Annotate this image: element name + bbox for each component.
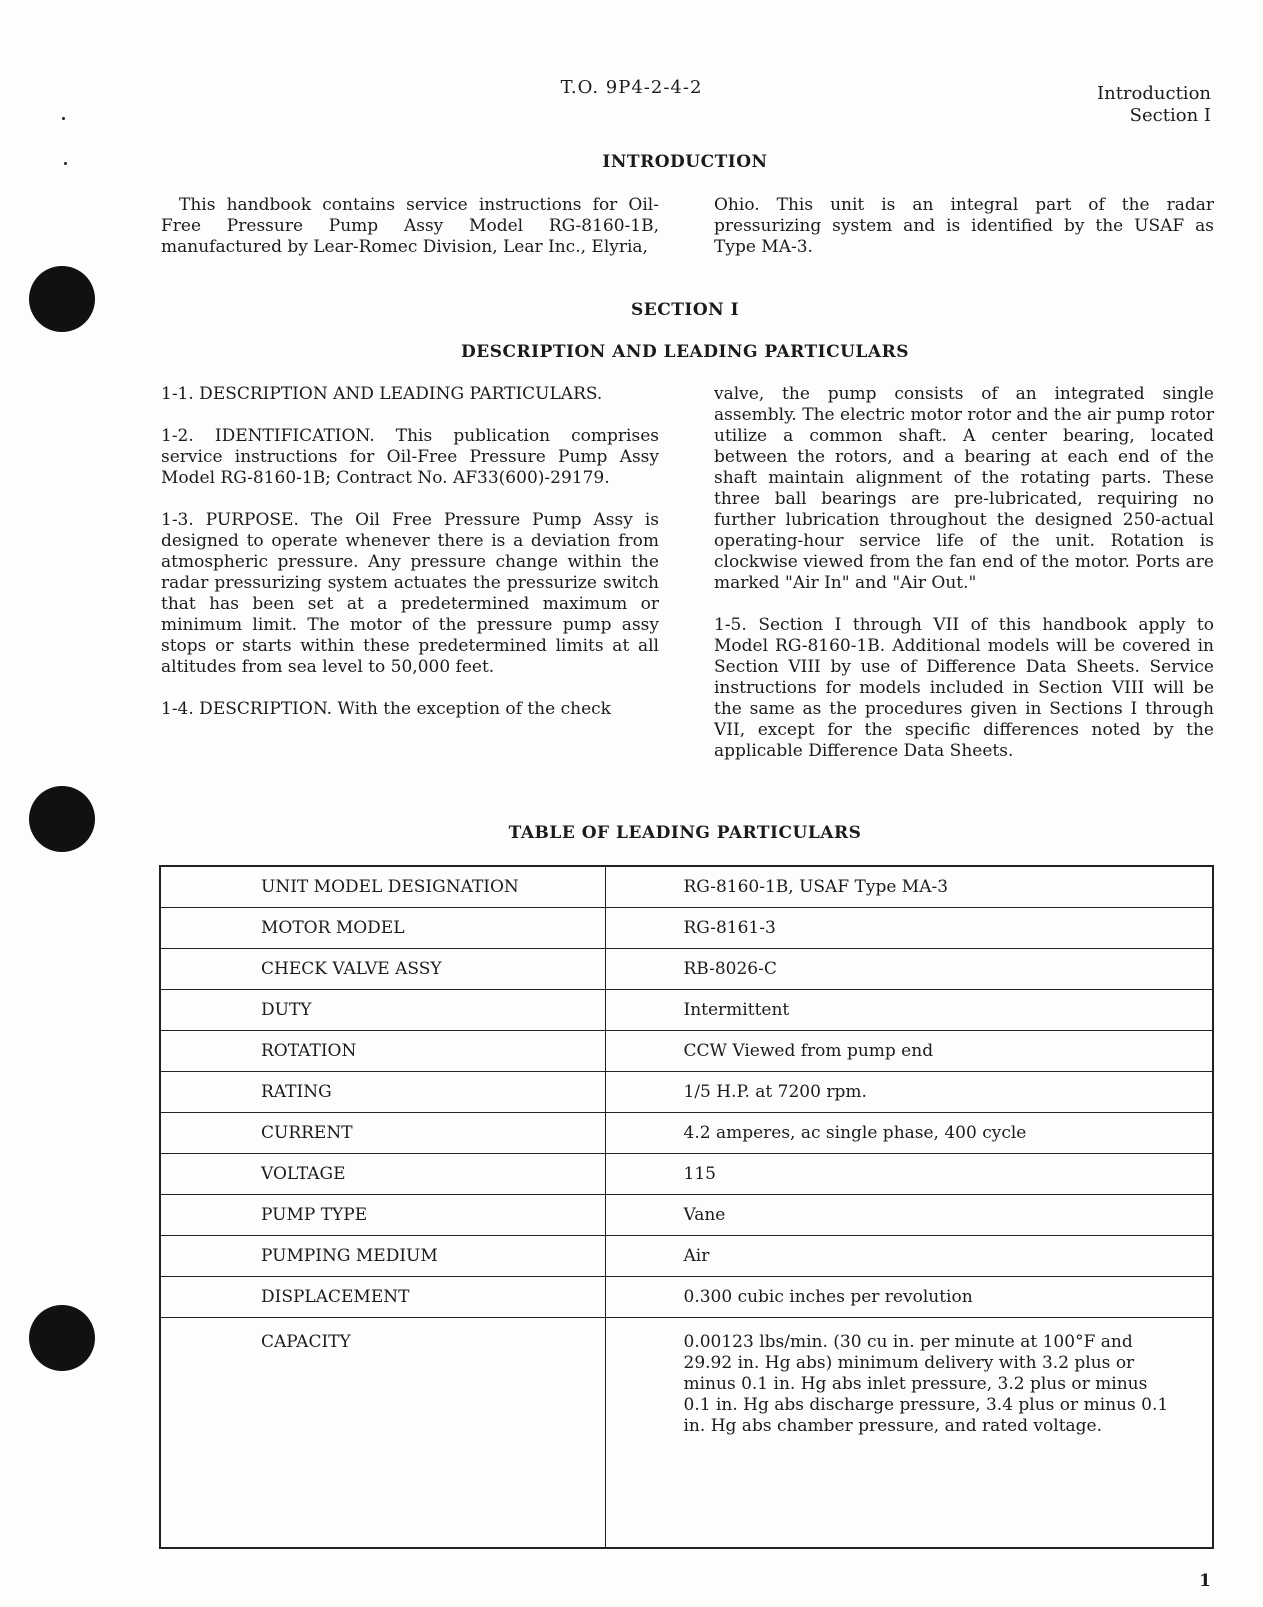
running-header-line1: Introduction [1097, 83, 1211, 104]
paragraph-1-5: 1-5. Section I through VII of this handbook apply to Model RG-8160-1B. Additional models will be covered in Section VIII by use of Difference Data Sheets. Service instructions for models included in Section VIII will be the same as the procedures given in Sections I through VII, except for the specific differences noted by the applicable Difference Data Sheets. [714, 615, 1214, 761]
running-header-line2: Section I [1129, 105, 1211, 126]
running-header [1097, 83, 1211, 127]
paragraph-1-2: 1-2. IDENTIFICATION. This publication comprises service instructions for Oil-Free Pressure Pump Assy Model RG-8160-1B; Contract No. AF33(600)-29179. [161, 426, 659, 488]
table-cell-label: PUMPING MEDIUM [160, 1236, 605, 1277]
page-number: 1 [1199, 1571, 1211, 1591]
leading-particulars-table [159, 865, 1214, 1549]
table-cell-label: CAPACITY [160, 1318, 605, 1549]
binder-hole-bottom [29, 1305, 95, 1371]
speck [62, 117, 65, 120]
table-row [160, 1154, 1213, 1195]
table-row [160, 1031, 1213, 1072]
table-cell-label: DUTY [160, 990, 605, 1031]
table-row [160, 990, 1213, 1031]
introduction-title: INTRODUCTION [602, 152, 768, 172]
table-row [160, 1318, 1213, 1549]
table-cell-label: RATING [160, 1072, 605, 1113]
table-cell-label: UNIT MODEL DESIGNATION [160, 866, 605, 908]
table-cell-value: Air [605, 1236, 1213, 1277]
table-cell-value: RB-8026-C [605, 949, 1213, 990]
table-row [160, 1113, 1213, 1154]
section-subtitle: DESCRIPTION AND LEADING PARTICULARS [461, 342, 909, 362]
table-row [160, 1072, 1213, 1113]
introduction-right-column [714, 195, 1214, 279]
binder-hole-middle [29, 786, 95, 852]
introduction-right-text: Ohio. This unit is an integral part of the radar pressurizing system and is identified by the USAF as Type MA-3. [714, 195, 1214, 257]
table-cell-value: Vane [605, 1195, 1213, 1236]
table-row [160, 949, 1213, 990]
table-cell-value: 0.300 cubic inches per revolution [605, 1277, 1213, 1318]
paragraph-1-1: 1-1. DESCRIPTION AND LEADING PARTICULARS. [161, 384, 603, 404]
table-cell-value: CCW Viewed from pump end [605, 1031, 1213, 1072]
table-cell-label: MOTOR MODEL [160, 908, 605, 949]
body-left-column [161, 384, 659, 741]
section-title: SECTION I [630, 300, 740, 320]
table-row [160, 866, 1213, 908]
table-cell-value: 115 [605, 1154, 1213, 1195]
introduction-left-text: This handbook contains service instructions for Oil-Free Pressure Pump Assy Model RG-8160-1B, manufactured by Lear-Romec Division, Lear Inc., Elyria, [161, 195, 659, 257]
table-cell-label: CURRENT [160, 1113, 605, 1154]
table-cell-value: 1/5 H.P. at 7200 rpm. [605, 1072, 1213, 1113]
document-number: T.O. 9P4-2-4-2 [560, 77, 703, 98]
table-cell-value: Intermittent [605, 990, 1213, 1031]
table-cell-label: PUMP TYPE [160, 1195, 605, 1236]
table-row [160, 1277, 1213, 1318]
speck [64, 162, 67, 165]
table-cell-value: 4.2 amperes, ac single phase, 400 cycle [605, 1113, 1213, 1154]
table-cell-label: DISPLACEMENT [160, 1277, 605, 1318]
paragraph-1-4: 1-4. DESCRIPTION. With the exception of the check [161, 699, 611, 719]
table-cell-label: ROTATION [160, 1031, 605, 1072]
table-cell-label: CHECK VALVE ASSY [160, 949, 605, 990]
table-cell-value: RG-8161-3 [605, 908, 1213, 949]
body-right-column [714, 384, 1214, 783]
table-title: TABLE OF LEADING PARTICULARS [508, 823, 862, 843]
introduction-left-column [161, 195, 659, 279]
paragraph-1-4-continued: valve, the pump consists of an integrated single assembly. The electric motor rotor and the air pump rotor utilize a common shaft. A center bearing, located between the rotors, and a bearing at each end of the shaft maintain alignment of the rotating parts. These three ball bearings are pre-lubricated, requiring no further lubrication throughout the designed 250-actual operating-hour service life of the unit. Rotation is clockwise viewed from the fan end of the motor. Ports are marked "Air In" and "Air Out." [714, 384, 1214, 593]
table-cell-value: RG-8160-1B, USAF Type MA-3 [605, 866, 1213, 908]
table-row [160, 1195, 1213, 1236]
paragraph-1-3: 1-3. PURPOSE. The Oil Free Pressure Pump Assy is designed to operate whenever there is a deviation from atmospheric pressure. Any pressure change within the radar pressurizing system actuates the pressurize switch that has been set at a predetermined maximum or minimum limit. The motor of the pressure pump assy stops or starts within these predetermined limits at all altitudes from sea level to 50,000 feet. [161, 510, 659, 677]
table-cell-label: VOLTAGE [160, 1154, 605, 1195]
binder-hole-top [29, 266, 95, 332]
table-row [160, 1236, 1213, 1277]
table-cell-value: 0.00123 lbs/min. (30 cu in. per minute at 100°F and 29.92 in. Hg abs) minimum delivery with 3.2 plus or minus 0.1 in. Hg abs inlet pressure, 3.2 plus or minus 0.1 in. Hg abs discharge pressure, 3.4 plus or minus 0.1 in. Hg abs chamber pressure, and rated voltage. [605, 1318, 1213, 1549]
table-row [160, 908, 1213, 949]
